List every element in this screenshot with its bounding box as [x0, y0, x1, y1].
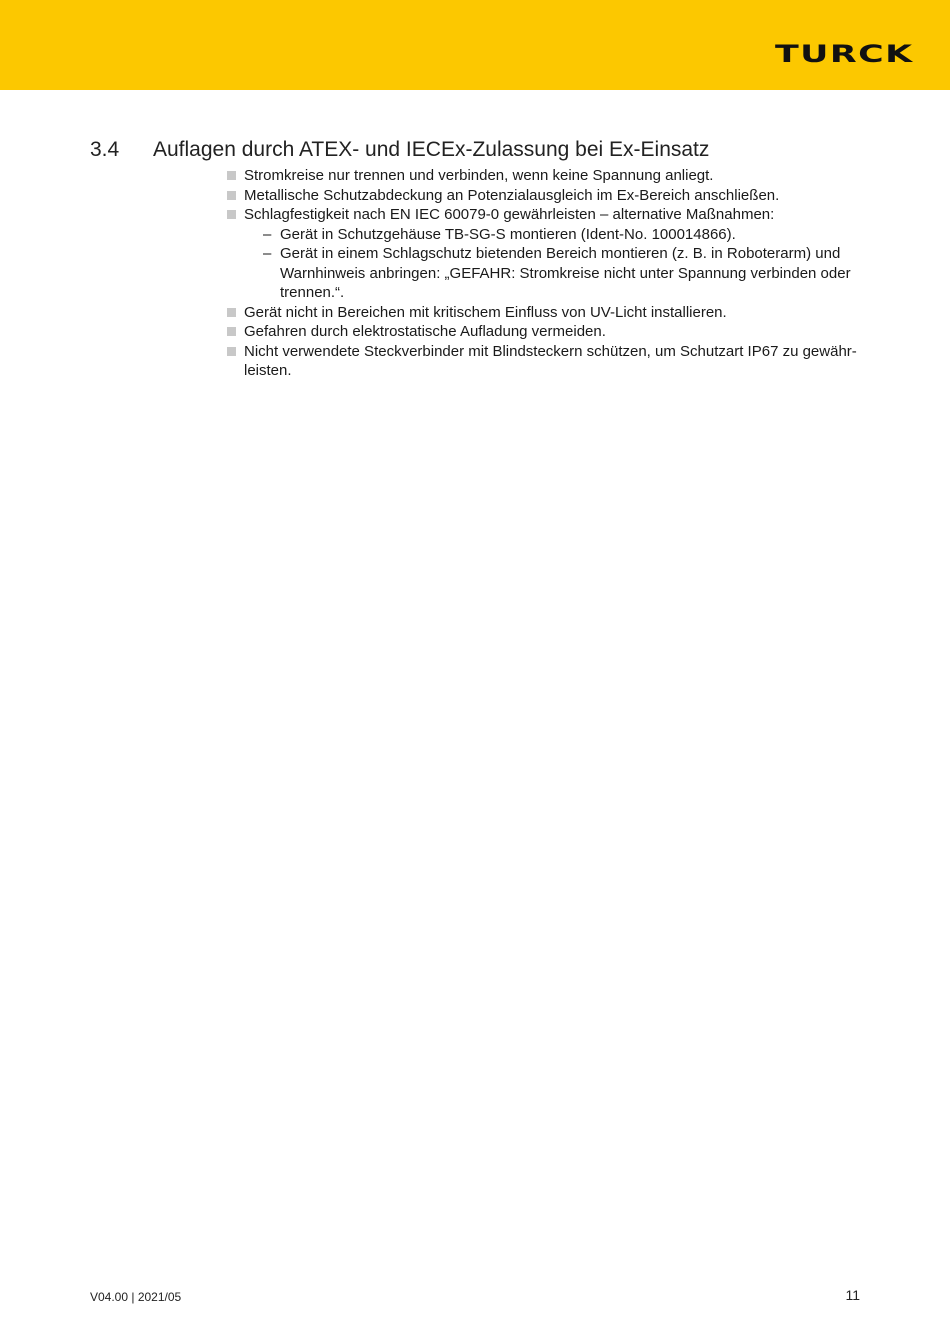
page-number: 11 — [845, 1287, 860, 1303]
list-item-text: Nicht verwendete Steckverbinder mit Blindsteckern schützen, um Schutzart IP67 zu gewähr-leisten. — [244, 342, 857, 379]
dash-bullet-icon: – — [263, 245, 272, 262]
turck-logo: TURCK — [775, 40, 914, 68]
section-title: Auflagen durch ATEX- und IECEx-Zulassung bei Ex-Einsatz — [153, 138, 710, 161]
sub-list — [244, 225, 867, 303]
list-item-text: Stromkreise nur trennen und verbinden, wenn keine Spannung anliegt. — [244, 167, 714, 184]
list-item-text: Schlagfestigkeit nach EN IEC 60079-0 gewährleisten – alternative Maßnahmen: — [244, 206, 775, 223]
list-item — [227, 166, 867, 186]
header-band — [0, 0, 950, 90]
sub-list-item — [263, 244, 867, 303]
square-bullet-icon — [227, 171, 236, 180]
sub-list-item — [263, 225, 867, 245]
square-bullet-icon — [227, 327, 236, 336]
list-item — [227, 186, 867, 206]
section-number: 3.4 — [90, 138, 120, 161]
sub-list-item-text: Gerät in Schutzgehäuse TB-SG-S montieren (Ident-No. 100014866). — [280, 225, 736, 243]
square-bullet-icon — [227, 210, 236, 219]
list-item-text: Gefahren durch elektrostatische Aufladung vermeiden. — [244, 323, 606, 340]
square-bullet-icon — [227, 347, 236, 356]
list-item — [227, 303, 867, 323]
section-heading — [90, 138, 870, 162]
footer-version: V04.00 | 2021/05 — [90, 1290, 182, 1304]
sub-list-item-text: Gerät in einem Schlagschutz bietenden Bereich montieren (z. B. in Roboterarm) und Warnhinweis anbringen: „GEFAHR: Stromkreise nicht unter Spannung verbinden oder trennen.“. — [280, 245, 851, 301]
square-bullet-icon — [227, 308, 236, 317]
section-3-4 — [90, 138, 870, 381]
requirements-list — [90, 166, 867, 381]
list-item — [227, 342, 867, 381]
list-item-text: Gerät nicht in Bereichen mit kritischem Einfluss von UV-Licht installieren. — [244, 303, 727, 321]
list-item — [227, 205, 867, 303]
square-bullet-icon — [227, 191, 236, 200]
list-item — [227, 322, 867, 342]
list-item-text: Metallische Schutzabdeckung an Potenzialausgleich im Ex-Bereich anschließen. — [244, 186, 780, 204]
dash-bullet-icon: – — [263, 225, 272, 243]
